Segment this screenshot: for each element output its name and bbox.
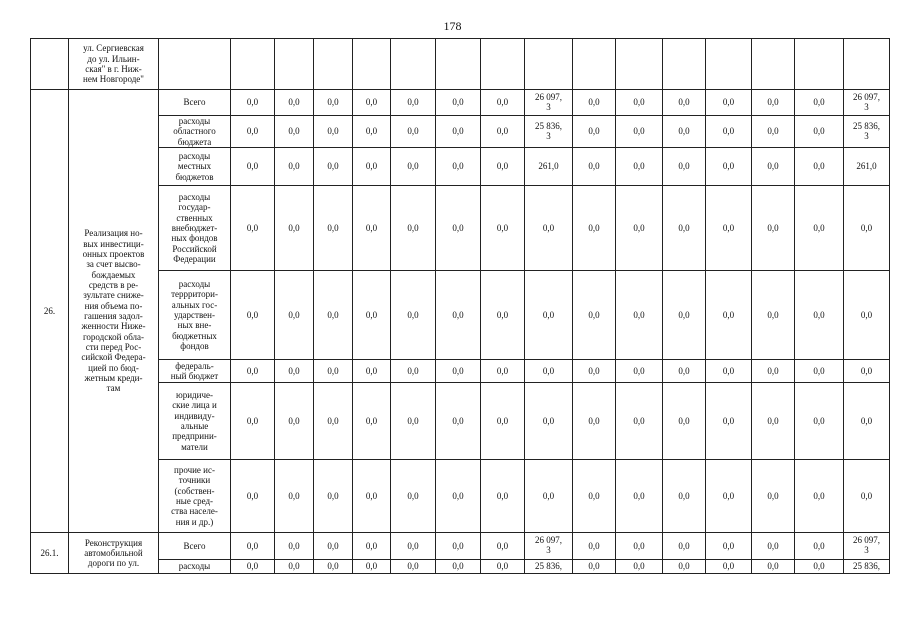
value-cell: 261,0 xyxy=(525,148,573,186)
value-cell: 0,0 xyxy=(391,560,436,574)
value-cell: 0,0 xyxy=(573,383,616,460)
value-cell: 0,0 xyxy=(391,383,436,460)
value-cell: 0,0 xyxy=(231,533,275,560)
value-cell: 26 097, 3 xyxy=(844,533,890,560)
value-cell: 0,0 xyxy=(844,271,890,360)
value-cell: 0,0 xyxy=(353,360,391,383)
value-cell: 0,0 xyxy=(616,560,663,574)
value-cell: 0,0 xyxy=(314,460,353,533)
value-cell: 0,0 xyxy=(573,148,616,186)
value-cell: 0,0 xyxy=(314,116,353,148)
value-cell xyxy=(752,39,795,90)
value-cell xyxy=(391,39,436,90)
value-cell: 0,0 xyxy=(573,186,616,271)
value-cell: 0,0 xyxy=(573,560,616,574)
value-cell xyxy=(525,39,573,90)
value-cell: 0,0 xyxy=(353,90,391,116)
value-cell xyxy=(616,39,663,90)
value-cell: 0,0 xyxy=(663,271,706,360)
value-cell: 0,0 xyxy=(275,148,314,186)
value-cell: 0,0 xyxy=(706,90,752,116)
value-cell: 0,0 xyxy=(391,90,436,116)
value-cell: 0,0 xyxy=(436,360,481,383)
row-number-cell: 26.1. xyxy=(31,533,69,574)
value-cell: 25 836, xyxy=(844,560,890,574)
row-number-cell xyxy=(31,39,69,90)
value-cell: 0,0 xyxy=(275,533,314,560)
value-cell: 0,0 xyxy=(481,533,525,560)
measure-name-cell: Реализация но- вых инвестици- онных проектов за счет высво- бождаемых средств в ре- зультате сниже- ния объема по- гашения задол- женности Нижe- городской обла- сти перед Рос- сийской Федера- цией по бюд- жетным креди- там xyxy=(69,90,159,533)
value-cell: 0,0 xyxy=(795,271,844,360)
value-cell: 0,0 xyxy=(231,271,275,360)
source-label-cell: расходы областного бюджета xyxy=(159,116,231,148)
source-label-cell: Всего xyxy=(159,90,231,116)
table-row xyxy=(31,90,890,116)
value-cell: 0,0 xyxy=(616,460,663,533)
value-cell: 0,0 xyxy=(481,560,525,574)
value-cell: 0,0 xyxy=(353,148,391,186)
value-cell: 0,0 xyxy=(314,360,353,383)
value-cell: 0,0 xyxy=(275,460,314,533)
value-cell: 0,0 xyxy=(231,560,275,574)
value-cell: 0,0 xyxy=(752,383,795,460)
table-row xyxy=(31,383,890,460)
value-cell: 0,0 xyxy=(391,186,436,271)
value-cell: 0,0 xyxy=(795,533,844,560)
value-cell: 0,0 xyxy=(573,90,616,116)
value-cell: 0,0 xyxy=(353,560,391,574)
value-cell: 0,0 xyxy=(314,383,353,460)
value-cell: 0,0 xyxy=(752,271,795,360)
value-cell: 0,0 xyxy=(663,560,706,574)
value-cell: 0,0 xyxy=(663,383,706,460)
budget-table xyxy=(30,38,890,574)
value-cell: 0,0 xyxy=(844,360,890,383)
value-cell: 0,0 xyxy=(795,116,844,148)
value-cell: 0,0 xyxy=(752,460,795,533)
value-cell: 0,0 xyxy=(706,186,752,271)
value-cell: 0,0 xyxy=(481,116,525,148)
row-number-cell: 26. xyxy=(31,90,69,533)
value-cell: 0,0 xyxy=(314,148,353,186)
value-cell: 0,0 xyxy=(573,533,616,560)
value-cell: 0,0 xyxy=(436,148,481,186)
value-cell xyxy=(314,39,353,90)
value-cell: 0,0 xyxy=(573,271,616,360)
value-cell xyxy=(275,39,314,90)
value-cell: 0,0 xyxy=(436,90,481,116)
value-cell: 0,0 xyxy=(795,186,844,271)
value-cell: 25 836, 3 xyxy=(844,116,890,148)
value-cell: 0,0 xyxy=(314,90,353,116)
table-row xyxy=(31,533,890,560)
measure-name-cell: Реконструкция автомобильной дороги по ул. xyxy=(69,533,159,574)
source-label-cell: расходы террритори- альных гос- ударствен- ных вне- бюджетных фондов xyxy=(159,271,231,360)
value-cell xyxy=(573,39,616,90)
value-cell: 0,0 xyxy=(663,533,706,560)
value-cell: 0,0 xyxy=(706,383,752,460)
value-cell: 0,0 xyxy=(795,460,844,533)
value-cell: 26 097, 3 xyxy=(525,533,573,560)
value-cell: 0,0 xyxy=(795,560,844,574)
value-cell: 0,0 xyxy=(706,271,752,360)
value-cell: 0,0 xyxy=(573,460,616,533)
measure-name-cell: ул. Сергиевская до ул. Ильин- ская" в г. Ниж- нем Новгороде" xyxy=(69,39,159,90)
value-cell: 0,0 xyxy=(752,186,795,271)
value-cell: 0,0 xyxy=(391,533,436,560)
value-cell: 0,0 xyxy=(752,533,795,560)
source-label-cell: расходы xyxy=(159,560,231,574)
source-label-cell: прочие ис- точники (собствен- ные сред- ства населе- ния и др.) xyxy=(159,460,231,533)
value-cell: 0,0 xyxy=(275,383,314,460)
source-label-cell: юридиче- ские лица и индивиду- альные предприни- матели xyxy=(159,383,231,460)
value-cell: 0,0 xyxy=(752,360,795,383)
value-cell: 0,0 xyxy=(481,90,525,116)
value-cell: 0,0 xyxy=(616,148,663,186)
table-row xyxy=(31,39,890,90)
value-cell: 0,0 xyxy=(436,533,481,560)
value-cell: 0,0 xyxy=(706,460,752,533)
value-cell: 0,0 xyxy=(353,460,391,533)
value-cell: 0,0 xyxy=(616,533,663,560)
value-cell: 0,0 xyxy=(436,116,481,148)
value-cell: 0,0 xyxy=(525,360,573,383)
value-cell: 0,0 xyxy=(314,271,353,360)
value-cell: 0,0 xyxy=(391,460,436,533)
source-label-cell: Всего xyxy=(159,533,231,560)
value-cell: 0,0 xyxy=(663,148,706,186)
value-cell: 0,0 xyxy=(752,90,795,116)
value-cell: 26 097, 3 xyxy=(844,90,890,116)
value-cell: 0,0 xyxy=(706,533,752,560)
value-cell: 0,0 xyxy=(231,460,275,533)
value-cell: 0,0 xyxy=(706,560,752,574)
value-cell: 0,0 xyxy=(436,383,481,460)
value-cell: 0,0 xyxy=(481,186,525,271)
value-cell: 26 097, 3 xyxy=(525,90,573,116)
value-cell xyxy=(663,39,706,90)
value-cell xyxy=(353,39,391,90)
table-row xyxy=(31,560,890,574)
value-cell: 0,0 xyxy=(663,360,706,383)
value-cell xyxy=(481,39,525,90)
value-cell: 0,0 xyxy=(795,383,844,460)
value-cell: 0,0 xyxy=(275,186,314,271)
table-row xyxy=(31,271,890,360)
value-cell: 0,0 xyxy=(844,186,890,271)
value-cell: 25 836, 3 xyxy=(525,116,573,148)
value-cell: 0,0 xyxy=(481,360,525,383)
source-label-cell: расходы местных бюджетов xyxy=(159,148,231,186)
value-cell: 0,0 xyxy=(525,186,573,271)
value-cell: 0,0 xyxy=(573,116,616,148)
value-cell: 0,0 xyxy=(391,116,436,148)
value-cell: 0,0 xyxy=(353,186,391,271)
table-row xyxy=(31,460,890,533)
value-cell: 0,0 xyxy=(706,360,752,383)
table-row xyxy=(31,116,890,148)
value-cell: 0,0 xyxy=(481,271,525,360)
value-cell: 25 836, xyxy=(525,560,573,574)
value-cell: 0,0 xyxy=(314,533,353,560)
value-cell: 0,0 xyxy=(231,148,275,186)
value-cell: 0,0 xyxy=(314,186,353,271)
value-cell xyxy=(231,39,275,90)
value-cell: 0,0 xyxy=(353,116,391,148)
value-cell: 0,0 xyxy=(752,148,795,186)
value-cell: 0,0 xyxy=(616,90,663,116)
value-cell: 0,0 xyxy=(616,360,663,383)
value-cell: 0,0 xyxy=(231,116,275,148)
value-cell: 0,0 xyxy=(353,533,391,560)
value-cell: 0,0 xyxy=(616,186,663,271)
value-cell: 0,0 xyxy=(436,271,481,360)
value-cell: 0,0 xyxy=(481,148,525,186)
value-cell: 0,0 xyxy=(275,271,314,360)
value-cell: 0,0 xyxy=(663,116,706,148)
value-cell: 0,0 xyxy=(391,271,436,360)
value-cell: 0,0 xyxy=(436,460,481,533)
value-cell: 0,0 xyxy=(573,360,616,383)
value-cell xyxy=(795,39,844,90)
table-row xyxy=(31,360,890,383)
value-cell: 0,0 xyxy=(481,383,525,460)
value-cell: 0,0 xyxy=(391,360,436,383)
value-cell: 0,0 xyxy=(275,90,314,116)
value-cell xyxy=(436,39,481,90)
value-cell: 0,0 xyxy=(275,116,314,148)
value-cell: 0,0 xyxy=(275,360,314,383)
value-cell: 0,0 xyxy=(436,186,481,271)
source-label-cell: расходы государ- ственных внебюджет- ных фондов Российской Федерации xyxy=(159,186,231,271)
value-cell: 0,0 xyxy=(616,383,663,460)
value-cell: 0,0 xyxy=(616,271,663,360)
value-cell: 0,0 xyxy=(353,383,391,460)
value-cell: 0,0 xyxy=(706,148,752,186)
value-cell: 0,0 xyxy=(706,116,752,148)
value-cell: 0,0 xyxy=(231,360,275,383)
value-cell: 0,0 xyxy=(844,460,890,533)
value-cell: 0,0 xyxy=(525,460,573,533)
value-cell: 0,0 xyxy=(436,560,481,574)
table-row xyxy=(31,148,890,186)
value-cell: 261,0 xyxy=(844,148,890,186)
value-cell: 0,0 xyxy=(795,360,844,383)
value-cell: 0,0 xyxy=(616,116,663,148)
value-cell: 0,0 xyxy=(844,383,890,460)
value-cell: 0,0 xyxy=(231,383,275,460)
value-cell xyxy=(706,39,752,90)
value-cell: 0,0 xyxy=(795,90,844,116)
value-cell: 0,0 xyxy=(752,116,795,148)
value-cell: 0,0 xyxy=(663,186,706,271)
value-cell: 0,0 xyxy=(391,148,436,186)
value-cell: 0,0 xyxy=(481,460,525,533)
source-label-cell xyxy=(159,39,231,90)
value-cell: 0,0 xyxy=(525,383,573,460)
value-cell: 0,0 xyxy=(525,271,573,360)
source-label-cell: федераль- ный бюджет xyxy=(159,360,231,383)
value-cell: 0,0 xyxy=(752,560,795,574)
page-number: 178 xyxy=(443,19,462,33)
value-cell: 0,0 xyxy=(663,90,706,116)
budget-table-body xyxy=(31,39,890,574)
value-cell: 0,0 xyxy=(275,560,314,574)
value-cell: 0,0 xyxy=(231,186,275,271)
value-cell: 0,0 xyxy=(353,271,391,360)
value-cell xyxy=(844,39,890,90)
table-row xyxy=(31,186,890,271)
value-cell: 0,0 xyxy=(663,460,706,533)
value-cell: 0,0 xyxy=(795,148,844,186)
value-cell: 0,0 xyxy=(314,560,353,574)
value-cell: 0,0 xyxy=(231,90,275,116)
